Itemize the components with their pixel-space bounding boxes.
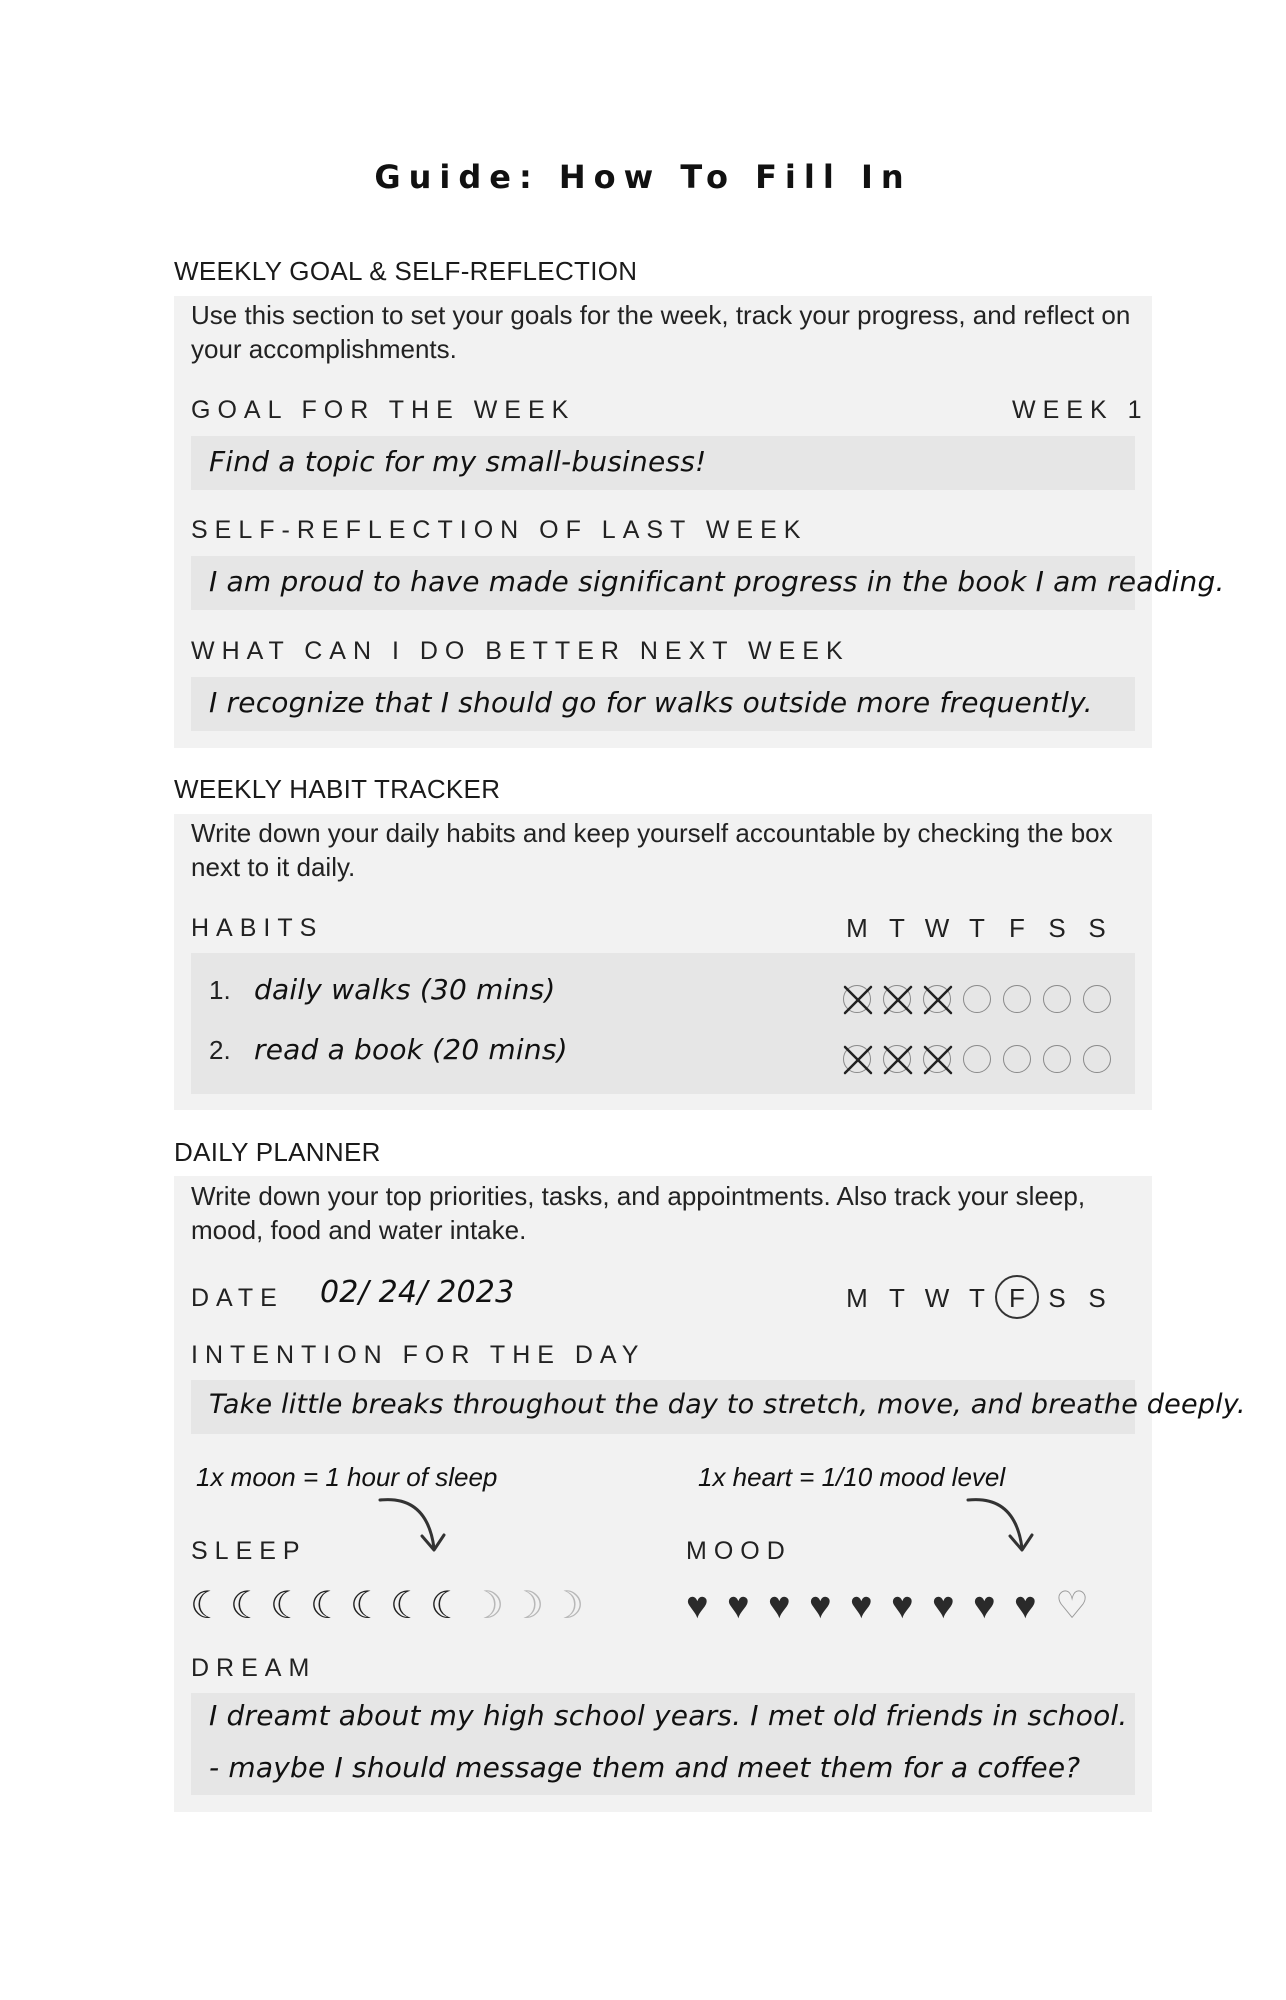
habit-day-label: T	[969, 913, 985, 943]
habit-checkbox[interactable]	[1083, 985, 1111, 1013]
habit-checkbox-checked[interactable]	[923, 985, 951, 1013]
intention-label: INTENTION FOR THE DAY	[191, 1341, 646, 1369]
date-label: DATE	[191, 1284, 284, 1312]
habit-tracker-heading: WEEKLY HABIT TRACKER	[174, 774, 501, 804]
habits-label: HABITS	[191, 914, 324, 942]
dream-label: DREAM	[191, 1654, 317, 1682]
habit-checkbox-checked[interactable]	[843, 985, 871, 1013]
week-number: WEEK 1	[1012, 396, 1149, 424]
better-text: I recognize that I should go for walks outside more frequently.	[209, 686, 1093, 719]
habit-checkbox[interactable]	[1043, 1045, 1071, 1073]
moon-filled-icon: ☾	[230, 1585, 265, 1627]
habit-number: 1.	[209, 975, 231, 1005]
moon-empty-icon: ☽	[470, 1585, 505, 1627]
moon-filled-icon: ☾	[190, 1585, 225, 1627]
moon-filled-icon: ☾	[390, 1585, 425, 1627]
daily-planner-description: Write down your top priorities, tasks, and appointments. Also track your sleep, mood, food and water intake.	[191, 1181, 1086, 1245]
heart-filled-icon: ♥	[891, 1585, 914, 1627]
heart-filled-icon: ♥	[973, 1585, 996, 1627]
moon-empty-icon: ☽	[550, 1585, 585, 1627]
moon-empty-icon: ☽	[510, 1585, 545, 1627]
moon-filled-icon: ☾	[270, 1585, 305, 1627]
habit-text: read a book (20 mins)	[254, 1033, 568, 1066]
habit-checkbox[interactable]	[963, 1045, 991, 1073]
goal-field[interactable]	[191, 436, 1135, 490]
page-title: Guide: How To Fill In	[374, 158, 912, 196]
selected-day-circle	[995, 1275, 1039, 1319]
moon-filled-icon: ☾	[350, 1585, 385, 1627]
habit-checkbox-checked[interactable]	[883, 1045, 911, 1073]
heart-empty-icon: ♡	[1055, 1585, 1090, 1627]
sleep-label: SLEEP	[191, 1537, 307, 1565]
sleep-arrow-icon	[372, 1490, 452, 1560]
habit-day-label: T	[889, 913, 905, 943]
habit-checkbox-checked[interactable]	[883, 985, 911, 1013]
intention-text: Take little breaks throughout the day to stretch, move, and breathe deeply.	[209, 1389, 1246, 1420]
heart-filled-icon: ♥	[850, 1585, 873, 1627]
goal-label: GOAL FOR THE WEEK	[191, 396, 576, 424]
habit-text: daily walks (30 mins)	[254, 973, 556, 1006]
heart-filled-icon: ♥	[1014, 1585, 1037, 1627]
planner-day-label[interactable]: T	[969, 1283, 985, 1313]
habit-checkbox[interactable]	[1003, 1045, 1031, 1073]
habit-checkbox-checked[interactable]	[923, 1045, 951, 1073]
planner-day-label[interactable]: T	[889, 1283, 905, 1313]
habit-day-label: S	[1088, 913, 1106, 943]
mood-note: 1x heart = 1/10 mood level	[698, 1462, 1006, 1492]
habit-number: 2.	[209, 1035, 231, 1065]
reflection-field[interactable]	[191, 556, 1225, 610]
planner-day-label[interactable]: W	[924, 1283, 950, 1313]
weekly-goal-description: Use this section to set your goals for the week, track your progress, and reflect on your accomplishments.	[191, 300, 1131, 364]
habit-day-label: F	[1009, 913, 1025, 943]
dream-field[interactable]	[191, 1693, 1135, 1795]
cross-mark-icon	[841, 983, 875, 1017]
habit-day-label: S	[1048, 913, 1066, 943]
better-field[interactable]	[191, 677, 1135, 731]
weekly-goal-heading: WEEKLY GOAL & SELF-REFLECTION	[174, 256, 638, 286]
planner-day-label[interactable]: S	[1088, 1283, 1106, 1313]
cross-mark-icon	[921, 983, 955, 1017]
heart-filled-icon: ♥	[809, 1585, 832, 1627]
cross-mark-icon	[881, 983, 915, 1017]
date-value[interactable]: 02/ 24/ 2023	[320, 1275, 515, 1310]
dream-line: - maybe I should message them and meet them for a coffee?	[209, 1751, 1081, 1784]
cross-mark-icon	[841, 1043, 875, 1077]
heart-filled-icon: ♥	[727, 1585, 750, 1627]
cross-mark-icon	[921, 1043, 955, 1077]
dream-line: I dreamt about my high school years. I met old friends in school.	[209, 1699, 1128, 1732]
planner-day-label[interactable]: S	[1048, 1283, 1066, 1313]
mood-label: MOOD	[686, 1537, 792, 1565]
intention-field[interactable]	[191, 1380, 1246, 1434]
goal-text: Find a topic for my small-business!	[209, 445, 707, 478]
heart-filled-icon: ♥	[768, 1585, 791, 1627]
moon-filled-icon: ☾	[310, 1585, 345, 1627]
habit-checkbox-checked[interactable]	[843, 1045, 871, 1073]
moon-filled-icon: ☾	[430, 1585, 465, 1627]
heart-filled-icon: ♥	[932, 1585, 955, 1627]
habit-tracker-description: Write down your daily habits and keep yourself accountable by checking the box next to it daily.	[191, 818, 1113, 882]
habit-day-label: M	[846, 913, 868, 943]
sleep-note: 1x moon = 1 hour of sleep	[196, 1462, 498, 1492]
planner-day-label[interactable]: M	[846, 1283, 868, 1313]
heart-filled-icon: ♥	[686, 1585, 709, 1627]
habit-day-label: W	[924, 913, 950, 943]
daily-planner-heading: DAILY PLANNER	[174, 1137, 381, 1167]
reflection-text: I am proud to have made significant progress in the book I am reading.	[209, 565, 1225, 598]
habit-checkbox[interactable]	[1083, 1045, 1111, 1073]
habit-checkbox[interactable]	[963, 985, 991, 1013]
reflection-label: SELF-REFLECTION OF LAST WEEK	[191, 516, 808, 544]
mood-arrow-icon	[960, 1490, 1040, 1560]
planner-day-label[interactable]: F	[1009, 1283, 1025, 1313]
better-label: WHAT CAN I DO BETTER NEXT WEEK	[191, 637, 850, 665]
habit-checkbox[interactable]	[1003, 985, 1031, 1013]
habit-checkbox[interactable]	[1043, 985, 1071, 1013]
cross-mark-icon	[881, 1043, 915, 1077]
